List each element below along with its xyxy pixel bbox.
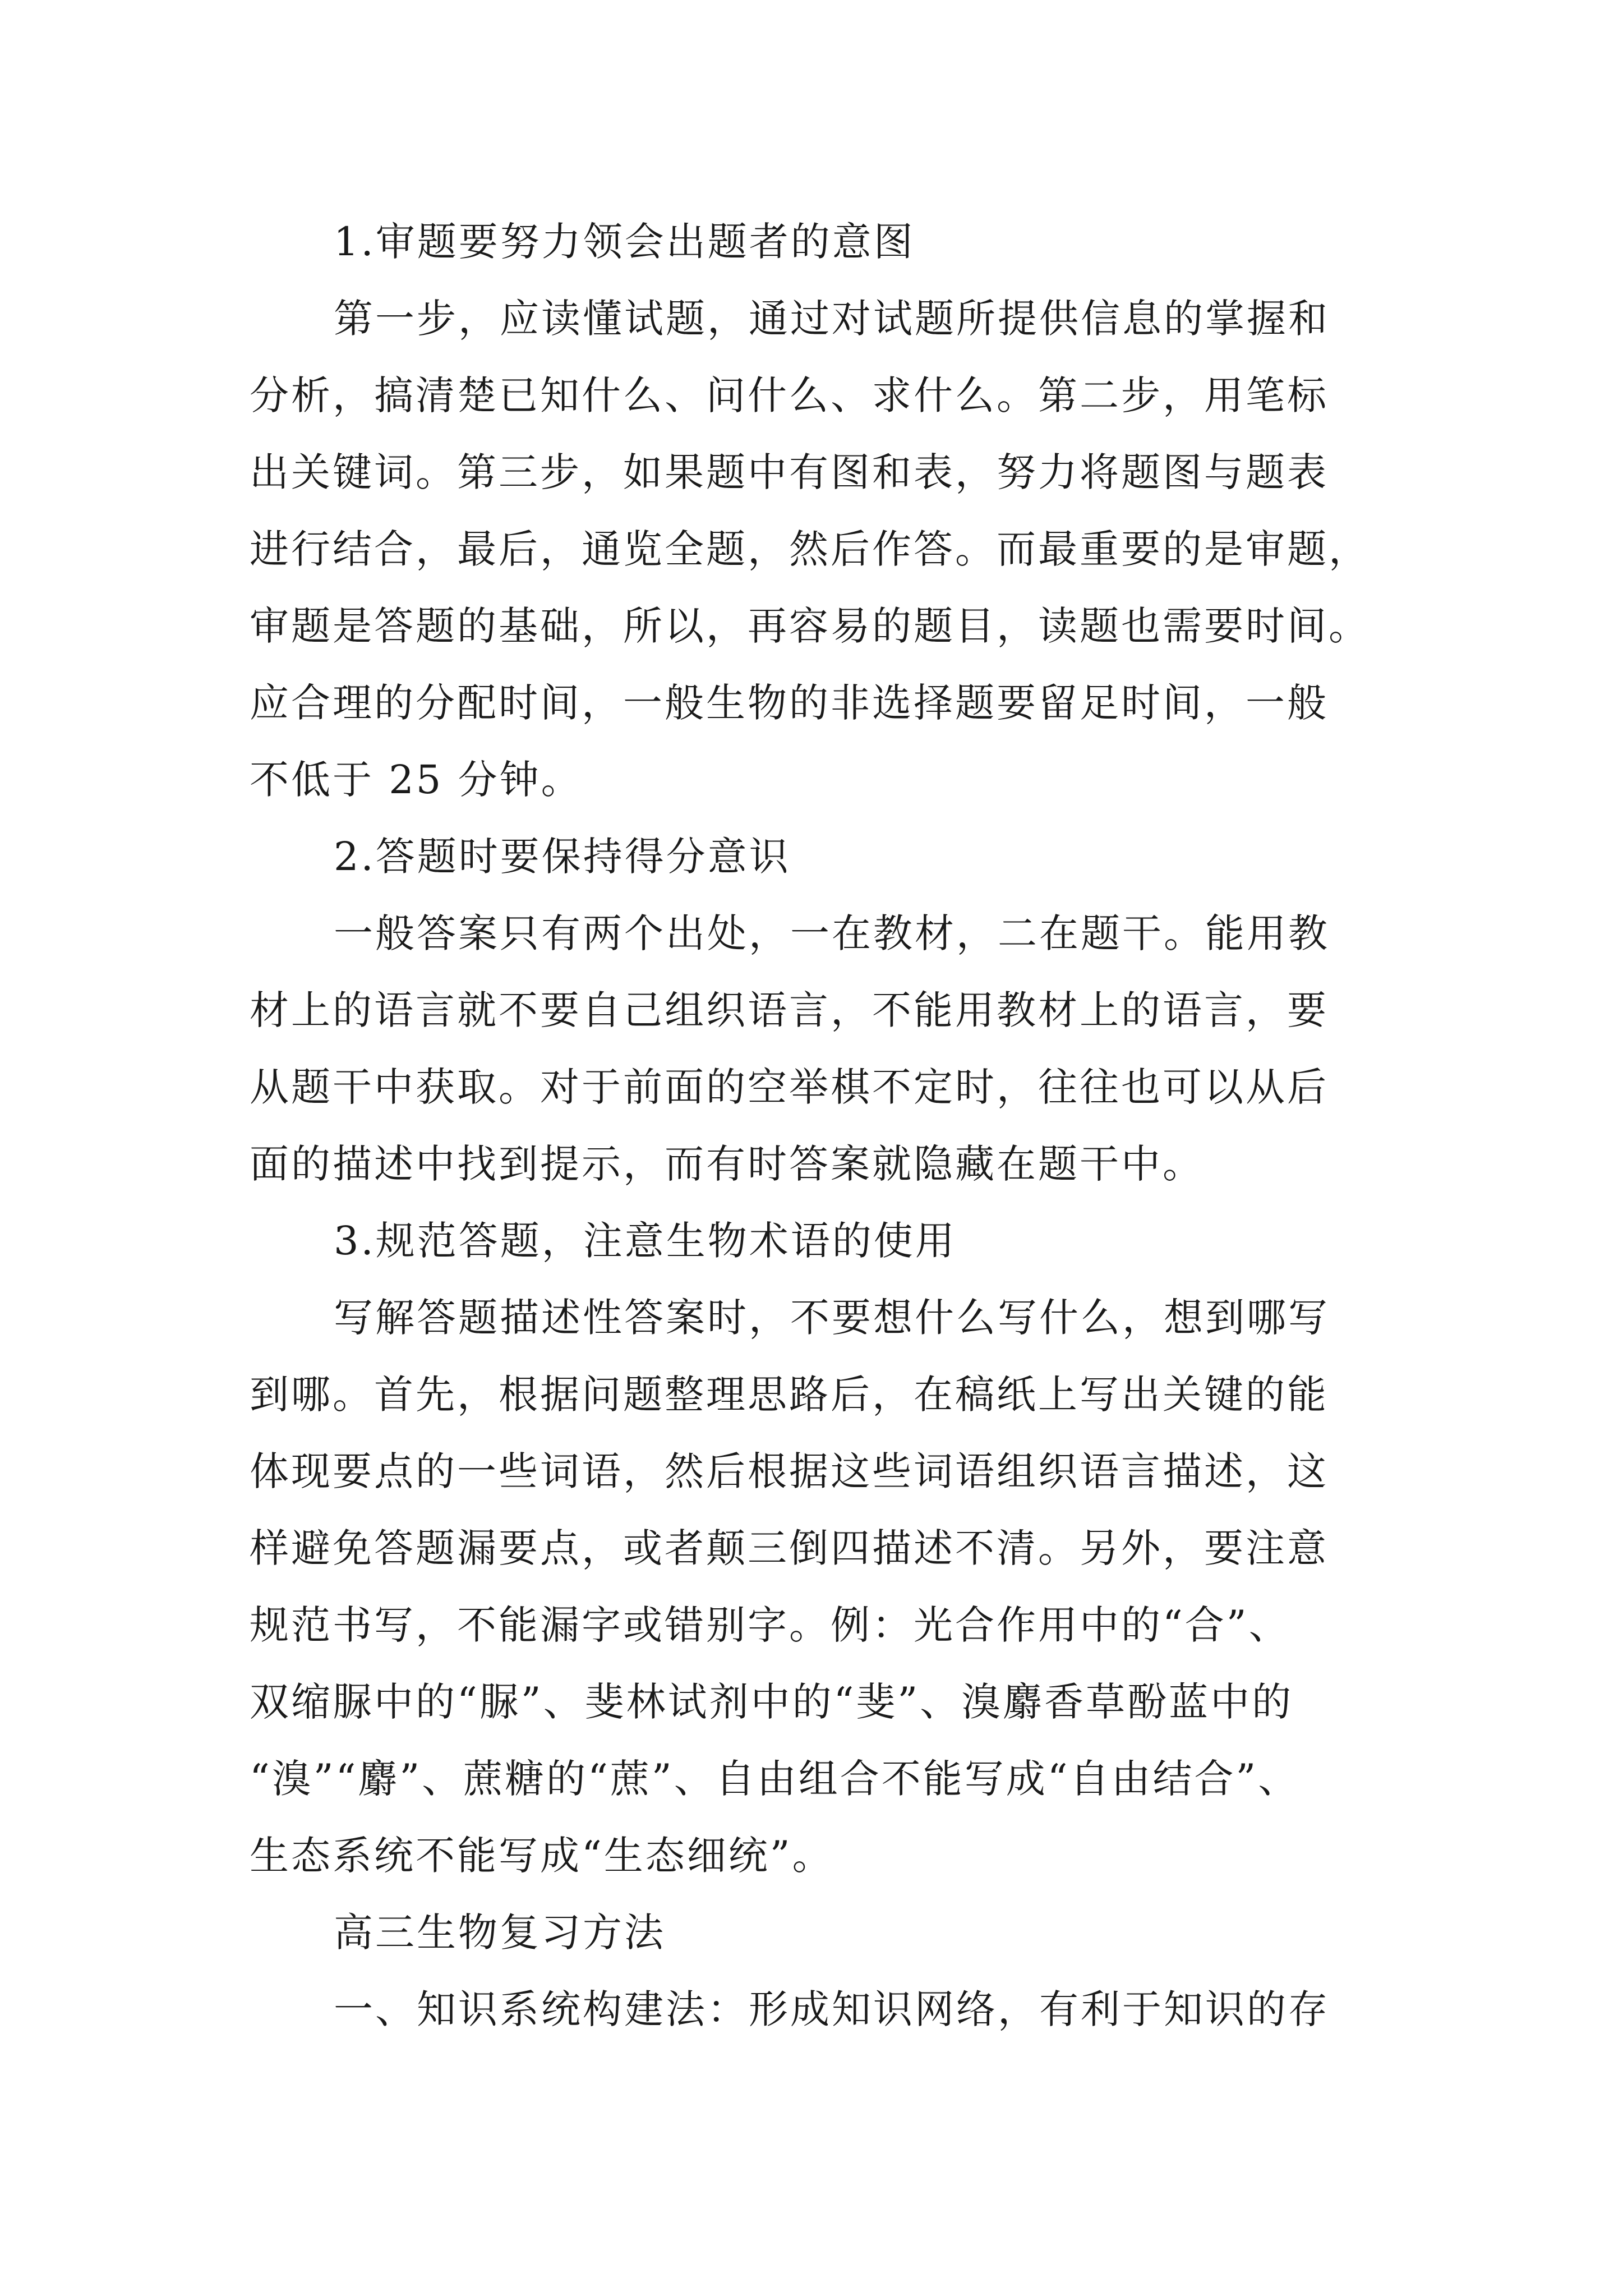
- paragraph-line: 不低于 25 分钟。: [250, 757, 583, 803]
- paragraph-line: 材上的语言就不要自己组织语言，不能用教材上的语言，要: [250, 987, 1329, 1033]
- paragraph-line: 第一步，应读懂试题，通过对试题所提供信息的掌握和: [334, 296, 1330, 342]
- paragraph-line: 样避免答题漏要点，或者颠三倒四描述不清。另外，要注意: [250, 1525, 1329, 1571]
- paragraph-line: 生态系统不能写成“生态细统”。: [250, 1833, 834, 1879]
- paragraph-line: “溴”“麝”、蔗糖的“蔗”、自由组合不能写成“自由结合”、: [250, 1756, 1300, 1802]
- paragraph-line: 出关键词。第三步，如果题中有图和表，努力将题图与题表: [250, 449, 1329, 495]
- paragraph-line: 写解答题描述性答案时，不要想什么写什么，想到哪写: [334, 1295, 1330, 1341]
- paragraph-line: 应合理的分配时间，一般生物的非选择题要留足时间，一般: [250, 680, 1329, 726]
- section-heading-3: 3.规范答题，注意生物术语的使用: [334, 1218, 957, 1264]
- paragraph-line: 双缩脲中的“脲”、斐林试剂中的“斐”、溴麝香草酚蓝中的: [250, 1679, 1294, 1725]
- paragraph-line: 分析，搞清楚已知什么、问什么、求什么。第二步，用笔标: [250, 372, 1329, 418]
- section-heading-2: 2.答题时要保持得分意识: [334, 834, 791, 880]
- paragraph-line: 体现要点的一些词语，然后根据这些词语组织语言描述，这: [250, 1448, 1329, 1494]
- paragraph-line: 一、知识系统构建法：形成知识网络，有利于知识的存: [334, 1986, 1330, 2032]
- paragraph-line: 进行结合，最后，通览全题，然后作答。而最重要的是审题，: [250, 526, 1370, 572]
- paragraph-line: 规范书写，不能漏字或错别字。例：光合作用中的“合”、: [250, 1602, 1290, 1648]
- paragraph-line: 审题是答题的基础，所以，再容易的题目，读题也需要时间。: [250, 603, 1370, 649]
- paragraph-line: 从题干中获取。对于前面的空举棋不定时，往往也可以从后: [250, 1064, 1329, 1110]
- section-heading-review-methods: 高三生物复习方法: [334, 1910, 666, 1955]
- document-body: [250, 204, 1377, 2048]
- paragraph-line: 一般答案只有两个出处，一在教材，二在题干。能用教: [334, 910, 1330, 956]
- section-heading-1: 1.审题要努力领会出题者的意图: [334, 219, 915, 265]
- paragraph-line: 到哪。首先，根据问题整理思路后，在稿纸上写出关键的能: [250, 1372, 1329, 1418]
- paragraph-line: 面的描述中找到提示，而有时答案就隐藏在题干中。: [250, 1141, 1204, 1187]
